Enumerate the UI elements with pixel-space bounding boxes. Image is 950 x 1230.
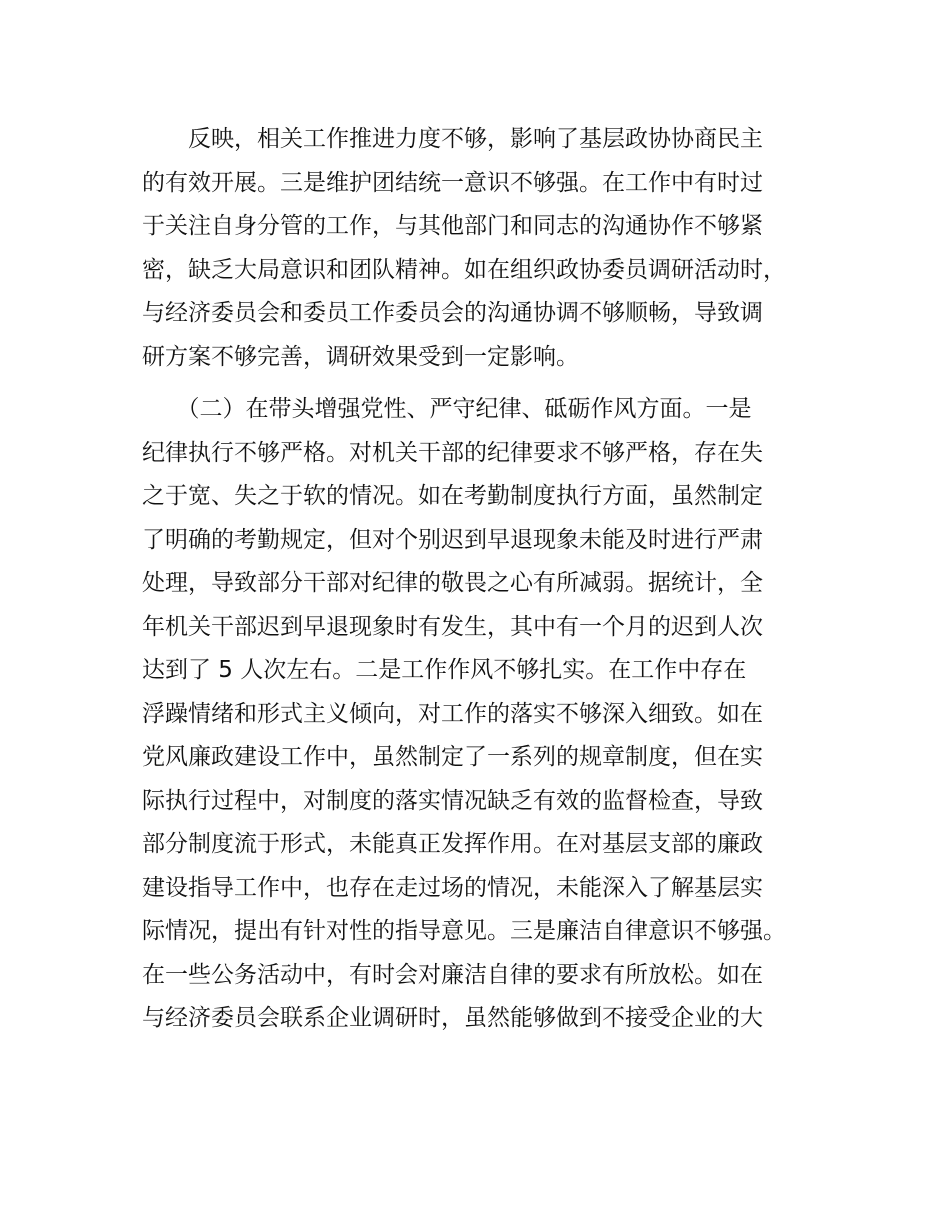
text-line: 了明确的考勤规定，但对个别迟到早退现象未能及时进行严肃 bbox=[142, 526, 763, 553]
text-line: 部分制度流于形式，未能真正发挥作用。在对基层支部的廉政 bbox=[142, 831, 763, 857]
text-line: 处理，导致部分干部对纪律的敬畏之心有所减弱。据统计，全 bbox=[142, 570, 763, 596]
text-line: 之于宽、失之于软的情况。如在考勤制度执行方面，虽然制定 bbox=[142, 483, 763, 509]
text-line: 浮躁情绪和形式主义倾向，对工作的落实不够深入细致。如在 bbox=[142, 700, 763, 727]
text-line: 密，缺乏大局意识和团队精神。如在组织政协委员调研活动时， bbox=[142, 256, 786, 283]
text-line: 于关注自身分管的工作，与其他部门和同志的沟通协作不够紧 bbox=[142, 213, 763, 239]
text-line: 纪律执行不够严格。对机关干部的纪律要求不够严格，存在失 bbox=[142, 439, 763, 466]
text-line: （二）在带头增强党性、严守纪律、砥砺作风方面。一是 bbox=[142, 396, 752, 422]
paragraph-2 bbox=[142, 388, 832, 1041]
text-line: 的有效开展。三是维护团结统一意识不够强。在工作中有时过 bbox=[142, 169, 763, 196]
text-line: 研方案不够完善，调研效果受到一定影响。 bbox=[142, 343, 579, 370]
paragraph-1 bbox=[142, 118, 832, 379]
text-line: 与经济委员会联系企业调研时，虽然能够做到不接受企业的大 bbox=[142, 1005, 763, 1031]
text-line: 际情况，提出有针对性的指导意见。三是廉洁自律意识不够强。 bbox=[142, 918, 786, 944]
text-line: 建设指导工作中，也存在走过场的情况，未能深入了解基层实 bbox=[142, 874, 763, 901]
text-line: 党风廉政建设工作中，虽然制定了一系列的规章制度，但在实 bbox=[142, 744, 763, 770]
document-body bbox=[142, 118, 832, 1041]
text-line: 达到了 5 人次左右。二是工作作风不够扎实。在工作中存在 bbox=[142, 657, 747, 683]
paragraph-spacer bbox=[142, 379, 832, 388]
text-line: 反映，相关工作推进力度不够，影响了基层政协协商民主 bbox=[142, 126, 763, 152]
text-line: 与经济委员会和委员工作委员会的沟通协调不够顺畅，导致调 bbox=[142, 300, 763, 326]
text-line: 际执行过程中，对制度的落实情况缺乏有效的监督检查，导致 bbox=[142, 787, 763, 814]
text-line: 在一些公务活动中，有时会对廉洁自律的要求有所放松。如在 bbox=[142, 961, 763, 988]
text-line: 年机关干部迟到早退现象时有发生，其中有一个月的迟到人次 bbox=[142, 613, 763, 640]
